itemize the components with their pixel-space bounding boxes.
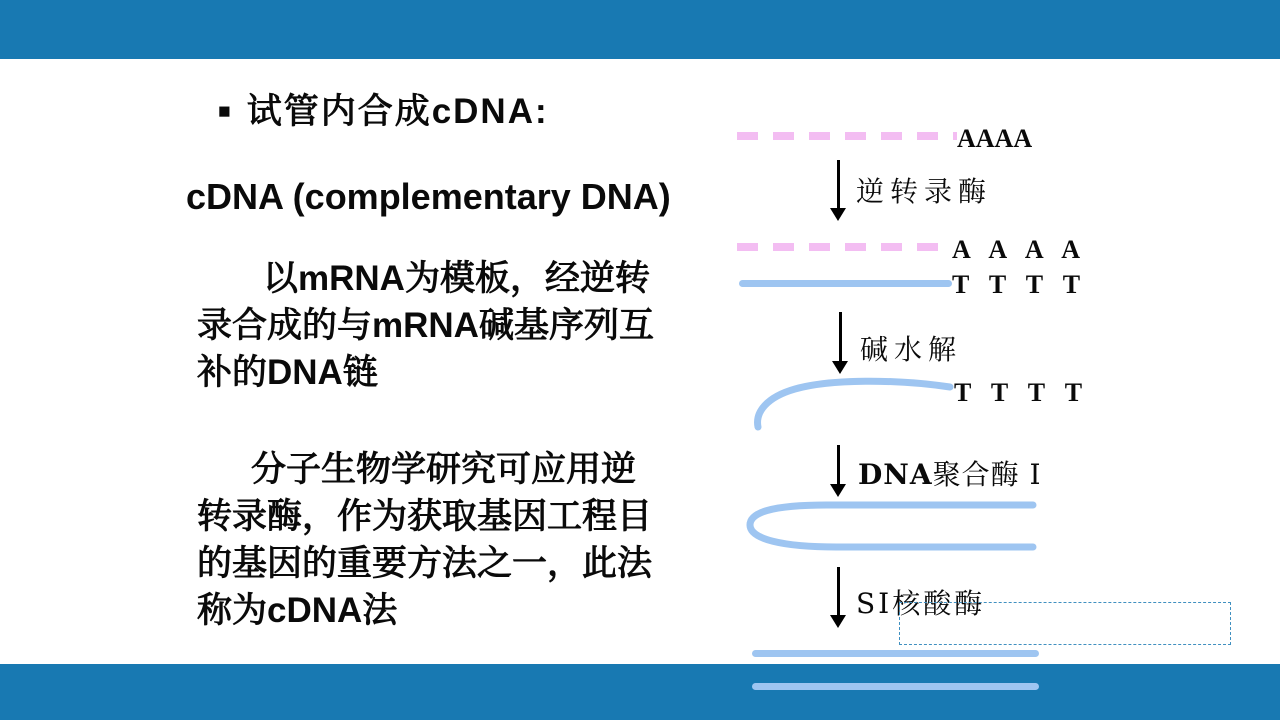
arrow-shaft: [839, 312, 842, 363]
text-line: 分子生物学研究可应用逆: [251, 450, 637, 489]
arrow-head-icon: [830, 208, 846, 221]
text-line: 转录酶，作为获取基因工程目: [197, 497, 653, 536]
text-line: 录合成的与mRNA碱基序列互: [197, 306, 654, 345]
arrow-shaft: [837, 160, 840, 210]
text-line: 的基因的重要方法之一，此法: [197, 544, 653, 583]
dsdna-line-1: [752, 650, 1039, 657]
text-line: 补的DNA链: [197, 353, 378, 392]
cdna-polyt-label: T T T T: [954, 378, 1090, 407]
dsdna-line-2: [752, 683, 1039, 690]
enzyme-label-dna-polymerase: [858, 453, 1042, 493]
text-line: 以mRNA为模板，经逆转: [263, 259, 650, 298]
down-arrow-step2: [831, 312, 849, 374]
enzyme-label-s1-nuclease: SI核酸酶: [856, 587, 986, 620]
down-arrow-step4: [829, 567, 847, 628]
polya-label: AAAA: [957, 124, 1033, 153]
enzyme-label-prefix: DNA: [858, 458, 933, 491]
enzyme-label-alkaline-hydrolysis: 碱水解: [860, 333, 963, 366]
hybrid-polyt-label: T T T T: [952, 270, 1088, 299]
hairpin-dna: [742, 497, 1037, 555]
arrow-shaft: [837, 445, 840, 486]
enzyme-label-suffix: 聚合酶 I: [932, 458, 1042, 491]
page-title-text: 试管内合成cDNA:: [246, 92, 549, 131]
bullet-square-icon: ■: [218, 100, 231, 123]
enzyme-label-reverse-transcriptase: 逆转录酶: [856, 175, 993, 208]
header-bar: [0, 0, 1280, 59]
hybrid-polya-label: A A A A: [952, 235, 1087, 264]
cdna-single-strand-curve: [745, 372, 960, 437]
arrow-shaft: [837, 567, 840, 617]
mrna-strand-dashed: [737, 132, 957, 140]
subtitle-cdna: cDNA (complementary DNA): [186, 176, 671, 217]
down-arrow-step1: [829, 160, 847, 221]
arrow-head-icon: [830, 484, 846, 497]
footer-bar: [0, 664, 1280, 720]
down-arrow-step3: [829, 445, 847, 497]
text-line: 称为cDNA法: [197, 591, 398, 630]
hybrid-dna-strand: [739, 280, 952, 287]
placeholder-dashed-box: [899, 602, 1231, 645]
arrow-head-icon: [830, 615, 846, 628]
page-title: [218, 84, 549, 134]
paragraph-cdna-definition: [197, 255, 654, 396]
paragraph-cdna-application: [197, 446, 652, 634]
hybrid-rna-strand: [737, 243, 952, 251]
